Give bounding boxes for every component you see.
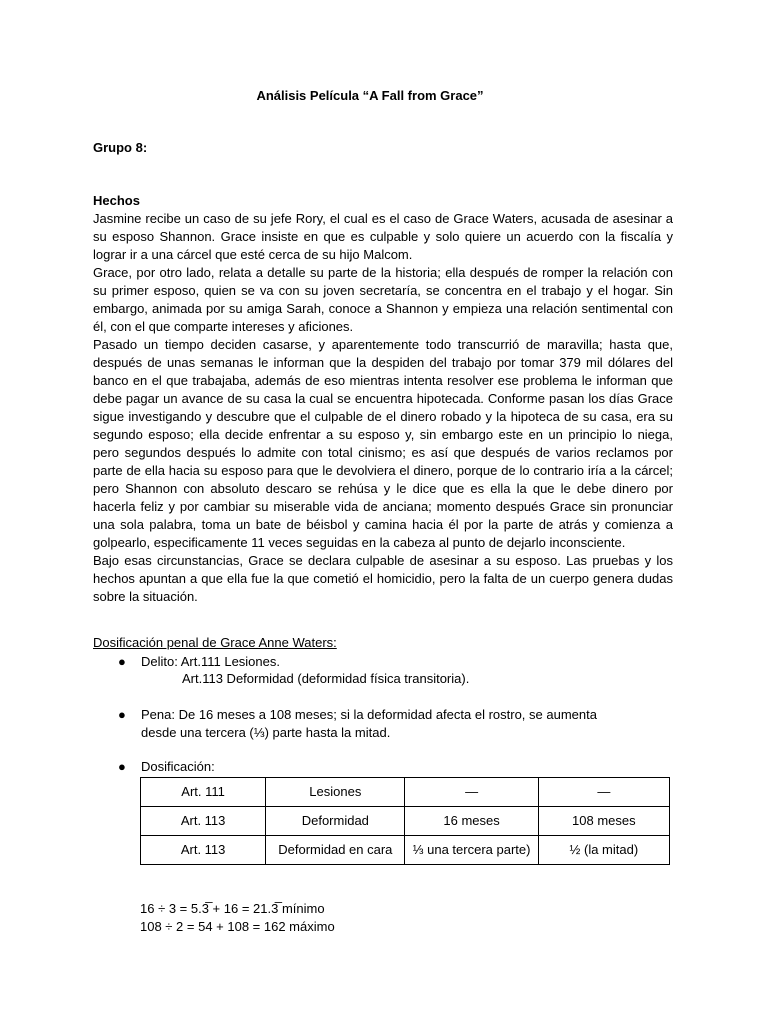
delito-text: Delito: Art.111 Lesiones.	[141, 654, 280, 669]
table-row	[141, 778, 670, 807]
table-row	[141, 836, 670, 865]
dosificacion-table	[140, 777, 670, 865]
calc-minimo: 16 ÷ 3 = 5.3̅ + 16 = 21.3̅ mínimo	[140, 901, 325, 916]
table-row	[141, 807, 670, 836]
dosificacion-label: Dosificación:	[141, 759, 215, 774]
table-cell: 108 meses	[538, 807, 669, 836]
table-cell: Deformidad	[266, 807, 405, 836]
hechos-paragraph: Pasado un tiempo deciden casarse, y aparentemente todo transcurrió de maravilla; hasta que, después de unas semanas le informan que la despiden del trabajo por tomar 379 mil dólares del banco en el que trabajaba, además de eso mientras intenta resolver ese problema le informan que debe pagar un avance de su casa la cual se encuentra hipotecada. Conforme pasan los días Grace sigue investigando y descubre que el culpable de el dinero robado y la hipoteca de su casa, era su segundo esposo; ella decide enfrentar a su esposo y, sin embargo este en un principio lo niega, pero segundos después lo admite con total cinismo; es así que después de varios reclamos por parte de ella hacia su esposo para que le devolviera el dinero, porque de lo contrario iría a la cárcel; pero Shannon con absoluto descaro se rehúsa y le dice que es ella la que le debe dinero por hacerla feliz y por cambiar su miserable vida de anciana; momento después Grace sin pronunciar una sola palabra, toma un bate de béisbol y camina hacia él por la parte de atrás y comienza a golpearlo, especificamente 11 veces seguidas en la cabeza al punto de dejarlo inconsciente.	[93, 337, 673, 550]
table-cell: 16 meses	[405, 807, 538, 836]
group-label: Grupo 8:	[93, 140, 148, 155]
hechos-paragraph: Jasmine recibe un caso de su jefe Rory, el cual es el caso de Grace Waters, acusada de asesinar a su esposo Shannon. Grace insiste en que es culpable y solo quiere un acuerdo con la fiscalía y lograr ir a una cárcel que esté cerca de su hijo Malcom.	[93, 211, 673, 262]
hechos-body	[93, 210, 673, 606]
table-cell: Art. 113	[141, 807, 266, 836]
table-cell: Art. 111	[141, 778, 266, 807]
table-cell: ½ (la mitad)	[538, 836, 669, 865]
hechos-paragraph: Bajo esas circunstancias, Grace se declara culpable de asesinar a su esposo. Las pruebas y los hechos apuntan a que ella fue la que cometió el homicidio, pero la falta de un cuerpo genera dudas sobre la situación.	[93, 553, 673, 604]
dosificacion-heading: Dosificación penal de Grace Anne Waters:	[93, 635, 337, 650]
bullet-icon: ●	[118, 707, 126, 722]
table-cell: Art. 113	[141, 836, 266, 865]
hechos-paragraph: Grace, por otro lado, relata a detalle su parte de la historia; ella después de romper la relación con su primer esposo, quien se va con su joven secretaría, se concentra en el trabajo y el hogar. Sin embargo, animada por su amiga Sarah, conoce a Shannon y empieza una relación sentimental con él, con el que comparte intereses y aficiones.	[93, 265, 673, 334]
table-cell: Deformidad en cara	[266, 836, 405, 865]
table-cell: —	[538, 778, 669, 807]
delito-continuation: Art.113 Deformidad (deformidad física transitoria).	[182, 671, 470, 686]
pena-text-line1: Pena: De 16 meses a 108 meses; si la deformidad afecta el rostro, se aumenta	[141, 707, 597, 722]
calc-maximo: 108 ÷ 2 = 54 + 108 = 162 máximo	[140, 919, 335, 934]
bullet-icon: ●	[118, 654, 126, 669]
pena-text-line2: desde una tercera (⅓) parte hasta la mitad.	[141, 725, 391, 740]
document-title: Análisis Película “A Fall from Grace”	[256, 88, 484, 103]
bullet-icon: ●	[118, 759, 126, 774]
table-cell: —	[405, 778, 538, 807]
table-cell: Lesiones	[266, 778, 405, 807]
hechos-heading: Hechos	[93, 193, 140, 208]
table-cell: ⅓ una tercera parte)	[405, 836, 538, 865]
